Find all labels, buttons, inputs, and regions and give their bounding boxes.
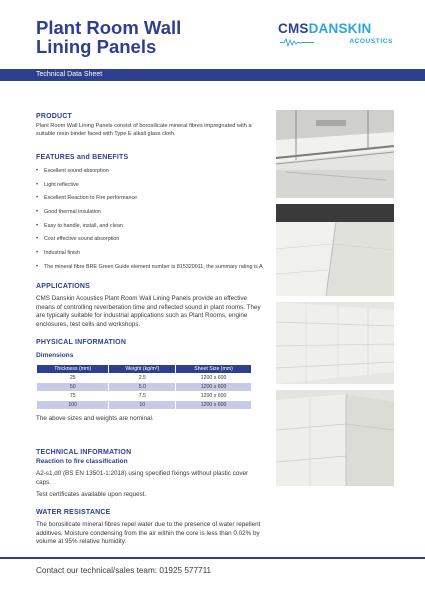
table-row [37,374,252,383]
doc-type-label: Technical Data Sheet [36,71,103,78]
nominal-note: The above sizes and weights are nominal. [36,415,154,422]
photo-wall-lining-corridor [276,302,394,384]
applications-heading: APPLICATIONS [36,283,90,290]
table-row [37,401,252,410]
list-item: • The mineral fibre BRE Green Guide element number is 815320011; the summary rating is A [36,263,263,270]
dimensions-table [36,364,252,410]
page-title [36,18,246,56]
column-header-thickness: Thickness (mm) [37,365,109,374]
technical-heading: TECHNICAL INFORMATION [36,449,132,456]
title-line-2: Lining Panels [36,36,157,57]
table-cell: 7.5 [109,392,176,401]
water-section [36,508,264,547]
bullet-icon: • [36,250,39,257]
applications-section [36,282,264,329]
dimensions-subheading: Dimensions [36,352,74,359]
list-item: • Easy to handle, install, and clean [36,222,123,229]
logo-wordmark [278,22,393,36]
bullet-icon: • [36,181,39,188]
list-item: • Industrial finish [36,250,80,257]
table-cell: 10 [109,401,176,410]
column-header-weight: Weight (kg/m²) [109,365,176,374]
bullet-icon: • [36,209,39,216]
table-cell: 100 [37,401,109,410]
water-text: The borosilicate mineral fibres repel water due to the presence of water repellent additives. Moisture condensing from the air within the core is less than 0.02% by volume at 95% relative humidity. [36,521,261,546]
bullet-icon: • [36,236,39,243]
column-header-sheet-size: Sheet Size (mm) [176,365,252,374]
table-cell: 5.0 [109,383,176,392]
list-item: • Light reflective [36,181,79,188]
table-cell: 1200 x 600 [176,401,252,410]
table-cell: 1200 x 600 [176,374,252,383]
features-list [36,168,264,271]
photo-wall-lining-angle [276,204,394,296]
fire-classification-text: A2-s1,d0 (BS EN 13501-1:2018) using specified fixings without plastic cover caps. [36,470,249,486]
water-heading: WATER RESISTANCE [36,509,111,516]
title-line-1: Plant Room Wall [36,17,182,38]
doc-type-band [0,69,425,81]
list-item: • Excellent Reaction to Fire performance [36,195,138,202]
sound-wave-icon [280,38,314,47]
table-row [37,392,252,401]
logo-text-right: DANSKIN [308,21,372,36]
table-header-row [37,365,252,374]
product-section [36,112,264,138]
table-cell: 2.5 [109,374,176,383]
table-cell: 1200 x 600 [176,392,252,401]
bullet-icon: • [36,195,39,202]
product-text: Plant Room Wall Lining Panels consist of borosilicate mineral fibres impregnated with a suitable resin binder faced with Type E alkali glass cloth. [36,123,252,137]
fire-classification-subheading: Reaction to fire classification [36,458,128,465]
bullet-icon: • [36,168,39,174]
features-heading: FEATURES and BENEFITS [36,154,129,161]
bullet-icon: • [36,263,39,270]
technical-section [36,448,264,500]
features-section [36,153,264,278]
physical-section [36,338,264,424]
bullet-icon: • [36,222,39,229]
company-logo [278,22,393,52]
photo-panel-detail [276,390,394,486]
table-cell: 1200 x 600 [176,383,252,392]
table-cell: 75 [37,392,109,401]
logo-subtitle: ACOUSTICS [349,38,393,45]
table-cell: 25 [37,374,109,383]
physical-heading: PHYSICAL INFORMATION [36,339,127,346]
list-item: • Excellent sound absorption [36,168,109,174]
list-item: • Good thermal insulation [36,209,101,216]
applications-text: CMS Danskin Acoustics Plant Room Wall Lining Panels provide an effective means of controlling reverberation time and reflected sound in plant rooms. They are typically suitable for industrial applications such as Plant Rooms, engine enclosures, test cells and workshops. [36,295,261,328]
table-row [37,383,252,392]
certificates-text: Test certificates available upon request. [36,491,147,499]
photo-plant-room-ceiling [276,110,394,198]
table-cell: 50 [37,383,109,392]
list-item: • Cost effective sound absorption [36,236,120,243]
product-heading: PRODUCT [36,113,73,120]
footer-divider [0,557,425,559]
contact-text: Contact our technical/sales team: 01925 577711 [36,566,212,575]
logo-text-left: CMS [278,21,309,36]
